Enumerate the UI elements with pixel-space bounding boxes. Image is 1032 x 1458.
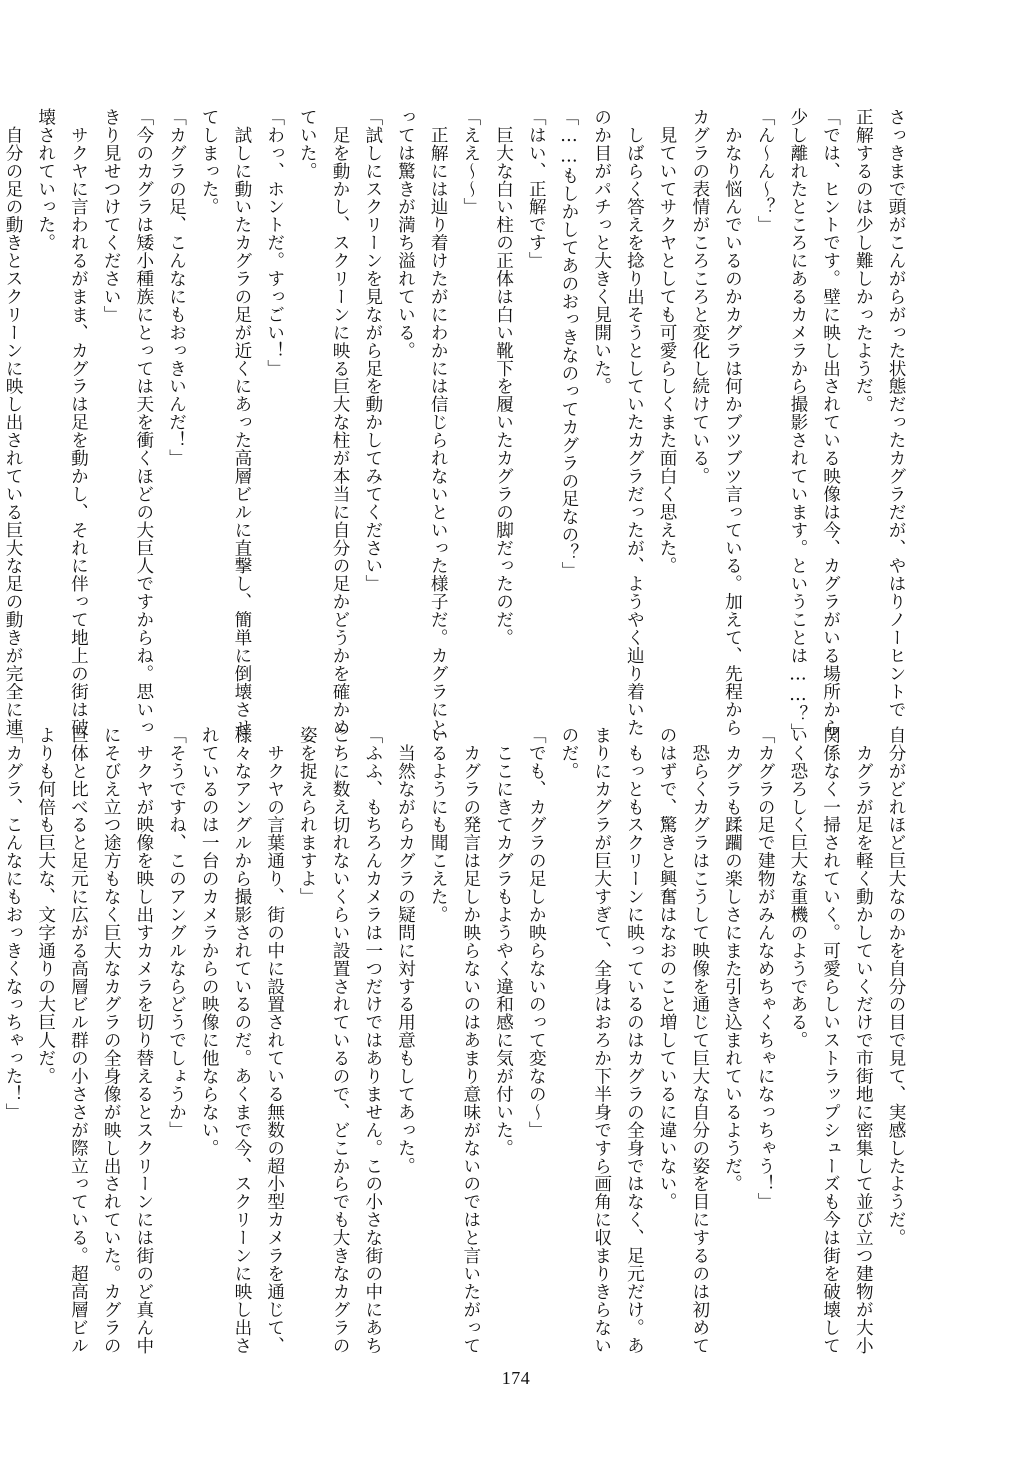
text-line: 自分の足の動きとスクリーンに映し出されている巨大な足の動きが完全に連 — [3, 108, 24, 737]
text-line: ここにきてカグラもようやく違和感に気が付いた。 — [493, 726, 514, 1157]
text-line: 「今のカグラは矮小種族にとっては天を衝くほどの大巨人ですからね。思いっ — [133, 108, 154, 737]
text-line: 関係なく一掃されていく。可愛らしいストラップシューズも今は街を破壊して — [820, 726, 841, 1355]
text-line: 「ふふ、もちろんカメラは一つだけではありません。この小さな街の中にあち — [362, 726, 383, 1355]
text-line: 「カグラ、こんなにもおっきくなっちゃった！」 — [3, 726, 24, 1121]
text-line: カグラの発言は足しか映らないのはあまり意味がないのではと言いたがって — [460, 726, 481, 1355]
text-line: のだ。 — [558, 726, 579, 780]
text-line: っては驚きが満ち溢れている。 — [395, 108, 416, 360]
text-line: しばらく答えを捻り出そうとしていたカグラだったが、ようやく辿り着いた — [624, 108, 645, 737]
lower-text-block — [3, 726, 912, 1355]
text-line: いるようにも聞こえた。 — [428, 726, 449, 924]
text-line: 壊されていった。 — [35, 108, 56, 252]
text-line: 見ていてサクヤとしても可愛らしくまた面白く思えた。 — [657, 108, 678, 575]
text-line: てしまった。 — [199, 108, 220, 216]
text-line: 自分がどれほど巨大なのかを自分の目で見て、実感したようだ。 — [886, 726, 906, 1247]
text-line: いく恐ろしく巨大な重機のようである。 — [787, 726, 808, 1050]
text-line: こちに数え切れないくらい設置されているので、どこからでも大きなカグラの — [330, 726, 351, 1355]
text-line: にそびえ立つ途方もなく巨大なカグラの全身像が映し出されていた。カグラの — [101, 726, 122, 1355]
text-line: れているのは一台のカメラからの映像に他ならない。 — [199, 726, 220, 1157]
text-line: 巨体と比べると足元に広がる高層ビル群の小ささが際立っている。超高層ビル — [68, 726, 89, 1355]
text-line: 様々なアングルから撮影されているのだ。あくまで今、スクリーンに映し出さ — [231, 726, 252, 1355]
text-line: サクヤが映像を映し出すカメラを切り替えるとスクリーンには街のど真ん中 — [133, 726, 154, 1355]
text-line: 試しに動いたカグラの足が近くにあった高層ビルに直撃し、簡単に倒壊させ — [231, 108, 252, 737]
text-line: さっきまで頭がこんがらがった状態だったカグラだが、やはりノーヒントで — [886, 108, 906, 719]
text-line: 「カグラの足で建物がみんなめちゃくちゃになっちゃう！」 — [755, 726, 776, 1211]
text-line: のはずで、驚きと興奮はなおのこと増しているに違いない。 — [657, 726, 678, 1211]
page-number: 174 — [501, 1368, 531, 1388]
text-line: 「ええ〜〜」 — [460, 108, 481, 216]
text-line: 姿を捉えられますよ」 — [297, 726, 318, 906]
text-line: 「カグラの足、こんなにもおっきいんだ！」 — [166, 108, 187, 467]
text-line: よりも何倍も巨大な、文字通りの大巨人だ。 — [35, 726, 56, 1085]
text-line: 「わっ、ホントだ。すっごい！」 — [264, 108, 285, 378]
text-line: 足を動かし、スクリーンに映る巨大な柱が本当に自分の足かどうかを確かめ — [330, 108, 351, 737]
text-line: 少し離れたところにあるカメラから撮影されています。ということは……？」 — [787, 108, 808, 742]
text-line: 「でも、カグラの足しか映らないのって変なの〜」 — [526, 726, 547, 1139]
text-line: 恐らくカグラはこうして映像を通じて巨大な自分の姿を目にするのは初めて — [689, 726, 710, 1355]
text-line: まりにカグラが巨大すぎて、全身はおろか下半身ですら画角に収まりきらない — [591, 726, 612, 1355]
text-line: 正解には辿り着けたがにわかには信じられないといった様子だ。カグラにと — [428, 108, 449, 737]
text-line: 「……もしかしてあのおっきなのってカグラの足なの？」 — [558, 108, 579, 580]
text-line: かなり悩んでいるのかカグラは何かブツブツ言っている。加えて、先程から — [722, 108, 743, 737]
text-line: 「では、ヒントです。壁に映し出されている映像は今、カグラがいる場所から — [820, 108, 841, 737]
text-line: 「ん〜ん〜？」 — [755, 108, 776, 234]
upper-text-block — [3, 108, 912, 742]
text-line: 「はい、正解です」 — [526, 108, 547, 270]
text-line: 当然ながらカグラの疑問に対する用意もしてあった。 — [395, 726, 416, 1175]
text-line: サクヤの言葉通り、街の中に設置されている無数の超小型カメラを通じて、 — [264, 726, 285, 1355]
text-line: カグラが足を軽く動かしていくだけで市街地に密集して並び立つ建物が大小 — [853, 726, 874, 1355]
text-line: カグラも蹂躙の楽しさにまた引き込まれているようだ。 — [722, 726, 743, 1193]
text-line: 「そうですね、このアングルならどうでしょうか」 — [166, 726, 187, 1139]
text-line: サクヤに言われるがまま、カグラは足を動かし、それに伴って地上の街は破 — [68, 108, 89, 737]
text-line: 巨大な白い柱の正体は白い靴下を履いたカグラの脚だったのだ。 — [493, 108, 514, 647]
text-line: 「試しにスクリーンを見ながら足を動かしてみてください」 — [362, 108, 383, 593]
text-line: カグラの表情がころころと変化し続けている。 — [689, 108, 710, 485]
text-line: ていた。 — [297, 108, 318, 180]
text-line: もっともスクリーンに映っているのはカグラの全身ではなく、足元だけ。あ — [624, 726, 645, 1355]
text-line: きり見せつけてください」 — [101, 108, 122, 324]
text-line: 正解するのは少し難しかったようだ。 — [853, 108, 874, 414]
text-line: のか目がパチっと大きく見開いた。 — [591, 108, 612, 396]
